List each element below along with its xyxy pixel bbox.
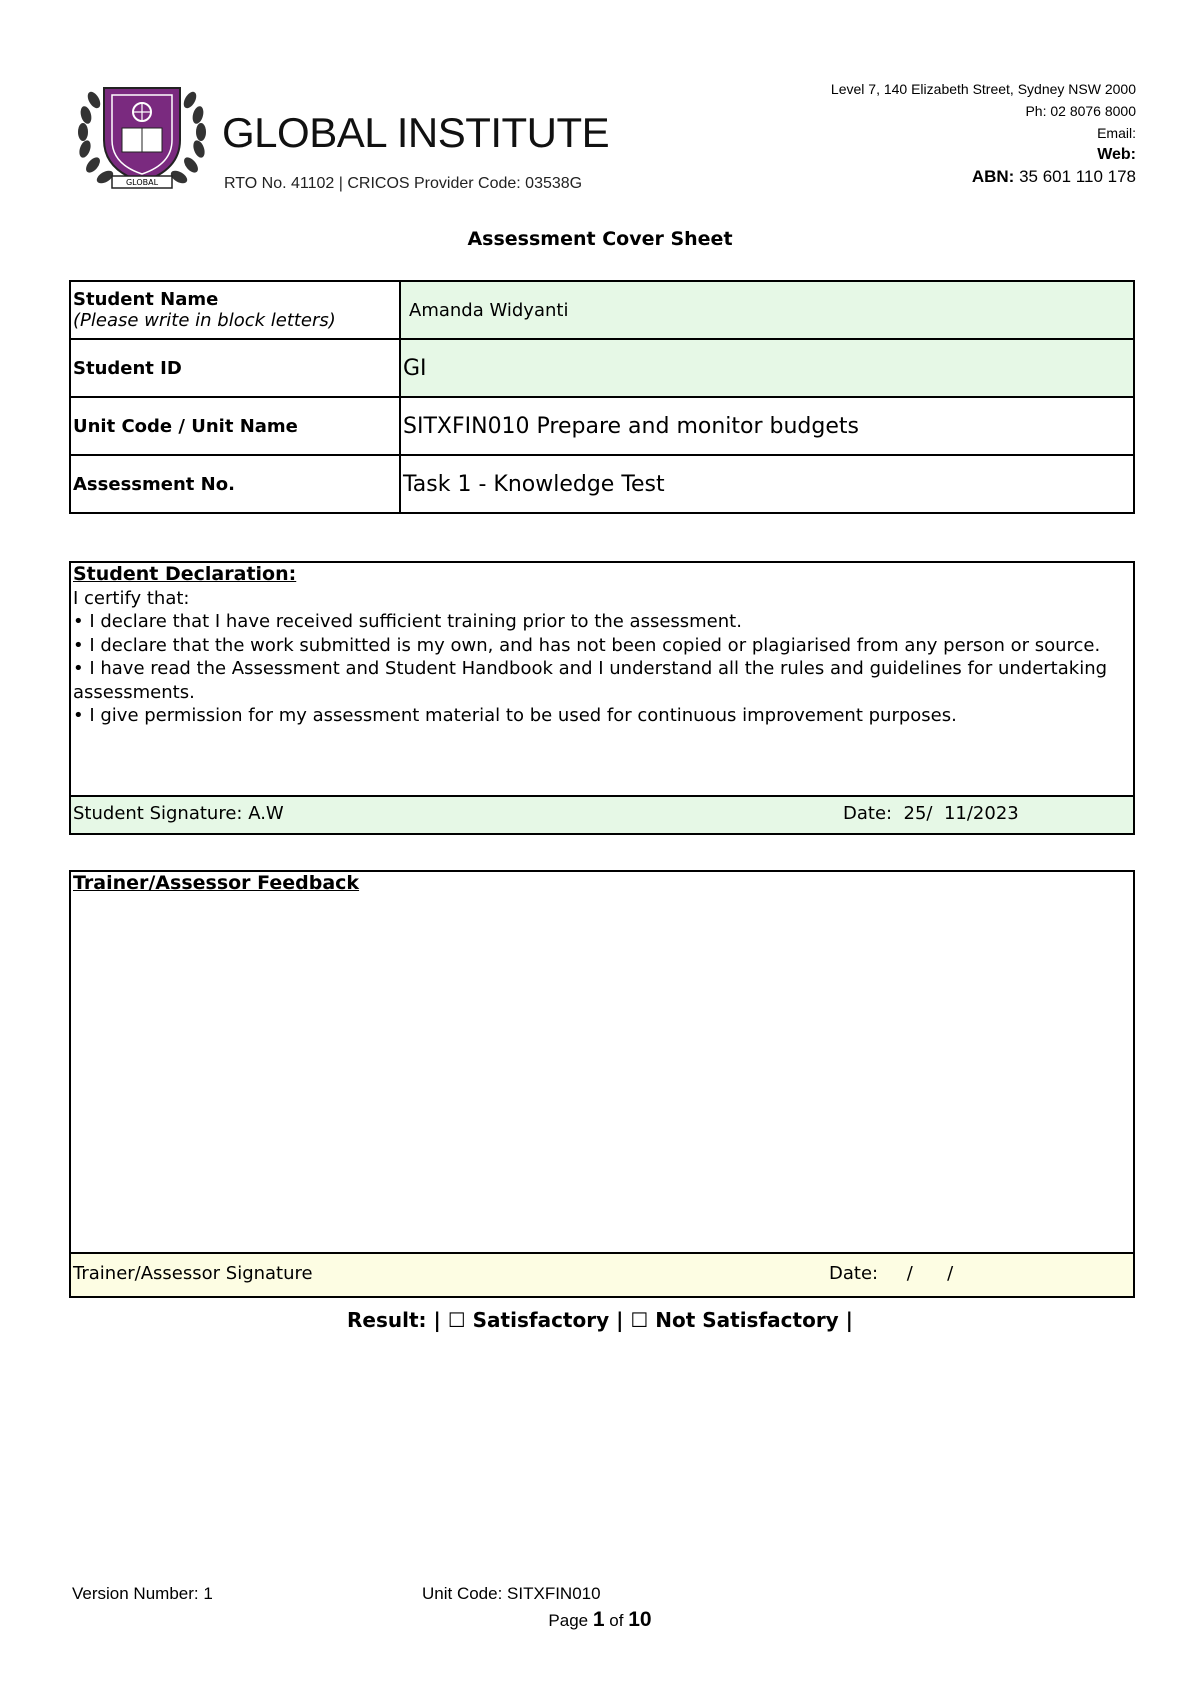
table-row (70, 339, 1134, 397)
assessment-value: Task 1 - Knowledge Test (400, 455, 1134, 513)
page-current: 1 (592, 1608, 605, 1631)
student-date-field[interactable]: Date: 25/ 11/2023 (843, 803, 1019, 824)
address: Level 7, 140 Elizabeth Street, Sydney NSW 2000 (830, 81, 1136, 97)
declaration-body (71, 563, 1133, 795)
declaration-item: • I have read the Assessment and Student Handbook and I understand all the rules and guidelines for undertaking assessments. (73, 658, 1108, 703)
logo-banner: GLOBAL (125, 178, 159, 187)
abn-line (831, 166, 1136, 188)
table-row (70, 281, 1134, 339)
rto-line: RTO No. 41102 | CRICOS Provider Code: 03538G (224, 175, 583, 192)
version-number: Version Number: 1 (72, 1584, 213, 1603)
student-signature-row (71, 795, 1133, 833)
table-row (70, 397, 1134, 455)
abn-label: ABN: (971, 167, 1015, 186)
trainer-feedback (69, 870, 1135, 1298)
trainer-signature-row (71, 1252, 1133, 1296)
phone: Ph: 02 8076 8000 (1025, 103, 1136, 119)
feedback-body[interactable] (71, 872, 1133, 1252)
student-signature-field[interactable]: Student Signature: A.W (73, 803, 284, 824)
student-name-label (70, 281, 400, 339)
student-declaration (69, 561, 1135, 835)
feedback-heading: Trainer/Assessor Feedback (73, 872, 360, 894)
page-of: of (609, 1611, 624, 1630)
page-title: Assessment Cover Sheet (467, 228, 733, 250)
trainer-date-field[interactable]: Date: / / (829, 1263, 954, 1284)
student-name-hint: (Please write in block letters) (73, 310, 336, 331)
institute-logo (72, 70, 212, 195)
page-total: 10 (628, 1608, 652, 1631)
assessment-label: Assessment No. (70, 455, 400, 513)
declaration-item: • I declare that the work submitted is my own, and has not been copied or plagiarised from any person or source. (73, 634, 1101, 656)
page-prefix: Page (548, 1611, 589, 1630)
brand-name: GLOBAL INSTITUTE (222, 109, 610, 156)
declaration-heading: Student Declaration: (73, 563, 297, 585)
abn-value: 35 601 110 178 (1019, 167, 1136, 186)
page-number (0, 1608, 1200, 1632)
footer-unit-code: Unit Code: SITXFIN010 (422, 1584, 601, 1603)
student-name-label-text: Student Name (73, 289, 219, 310)
student-id-field[interactable]: GI (400, 339, 1134, 397)
email-label: Email: (1097, 125, 1136, 141)
trainer-signature-field[interactable]: Trainer/Assessor Signature (73, 1263, 313, 1284)
student-name-field[interactable]: Amanda Widyanti (400, 281, 1134, 339)
table-row (70, 455, 1134, 513)
contact-block (831, 78, 1136, 188)
unit-label: Unit Code / Unit Name (70, 397, 400, 455)
declaration-intro: I certify that: (73, 587, 190, 609)
web-label: Web: (1097, 146, 1136, 163)
unit-value: SITXFIN010 Prepare and monitor budgets (400, 397, 1134, 455)
student-info-table (69, 280, 1135, 514)
student-id-label: Student ID (70, 339, 400, 397)
declaration-item: • I declare that I have received sufficient training prior to the assessment. (73, 611, 742, 632)
declaration-item: • I give permission for my assessment material to be used for continuous improvement purposes. (73, 705, 957, 726)
result-line[interactable]: Result: | ☐ Satisfactory | ☐ Not Satisfactory | (347, 1308, 853, 1332)
